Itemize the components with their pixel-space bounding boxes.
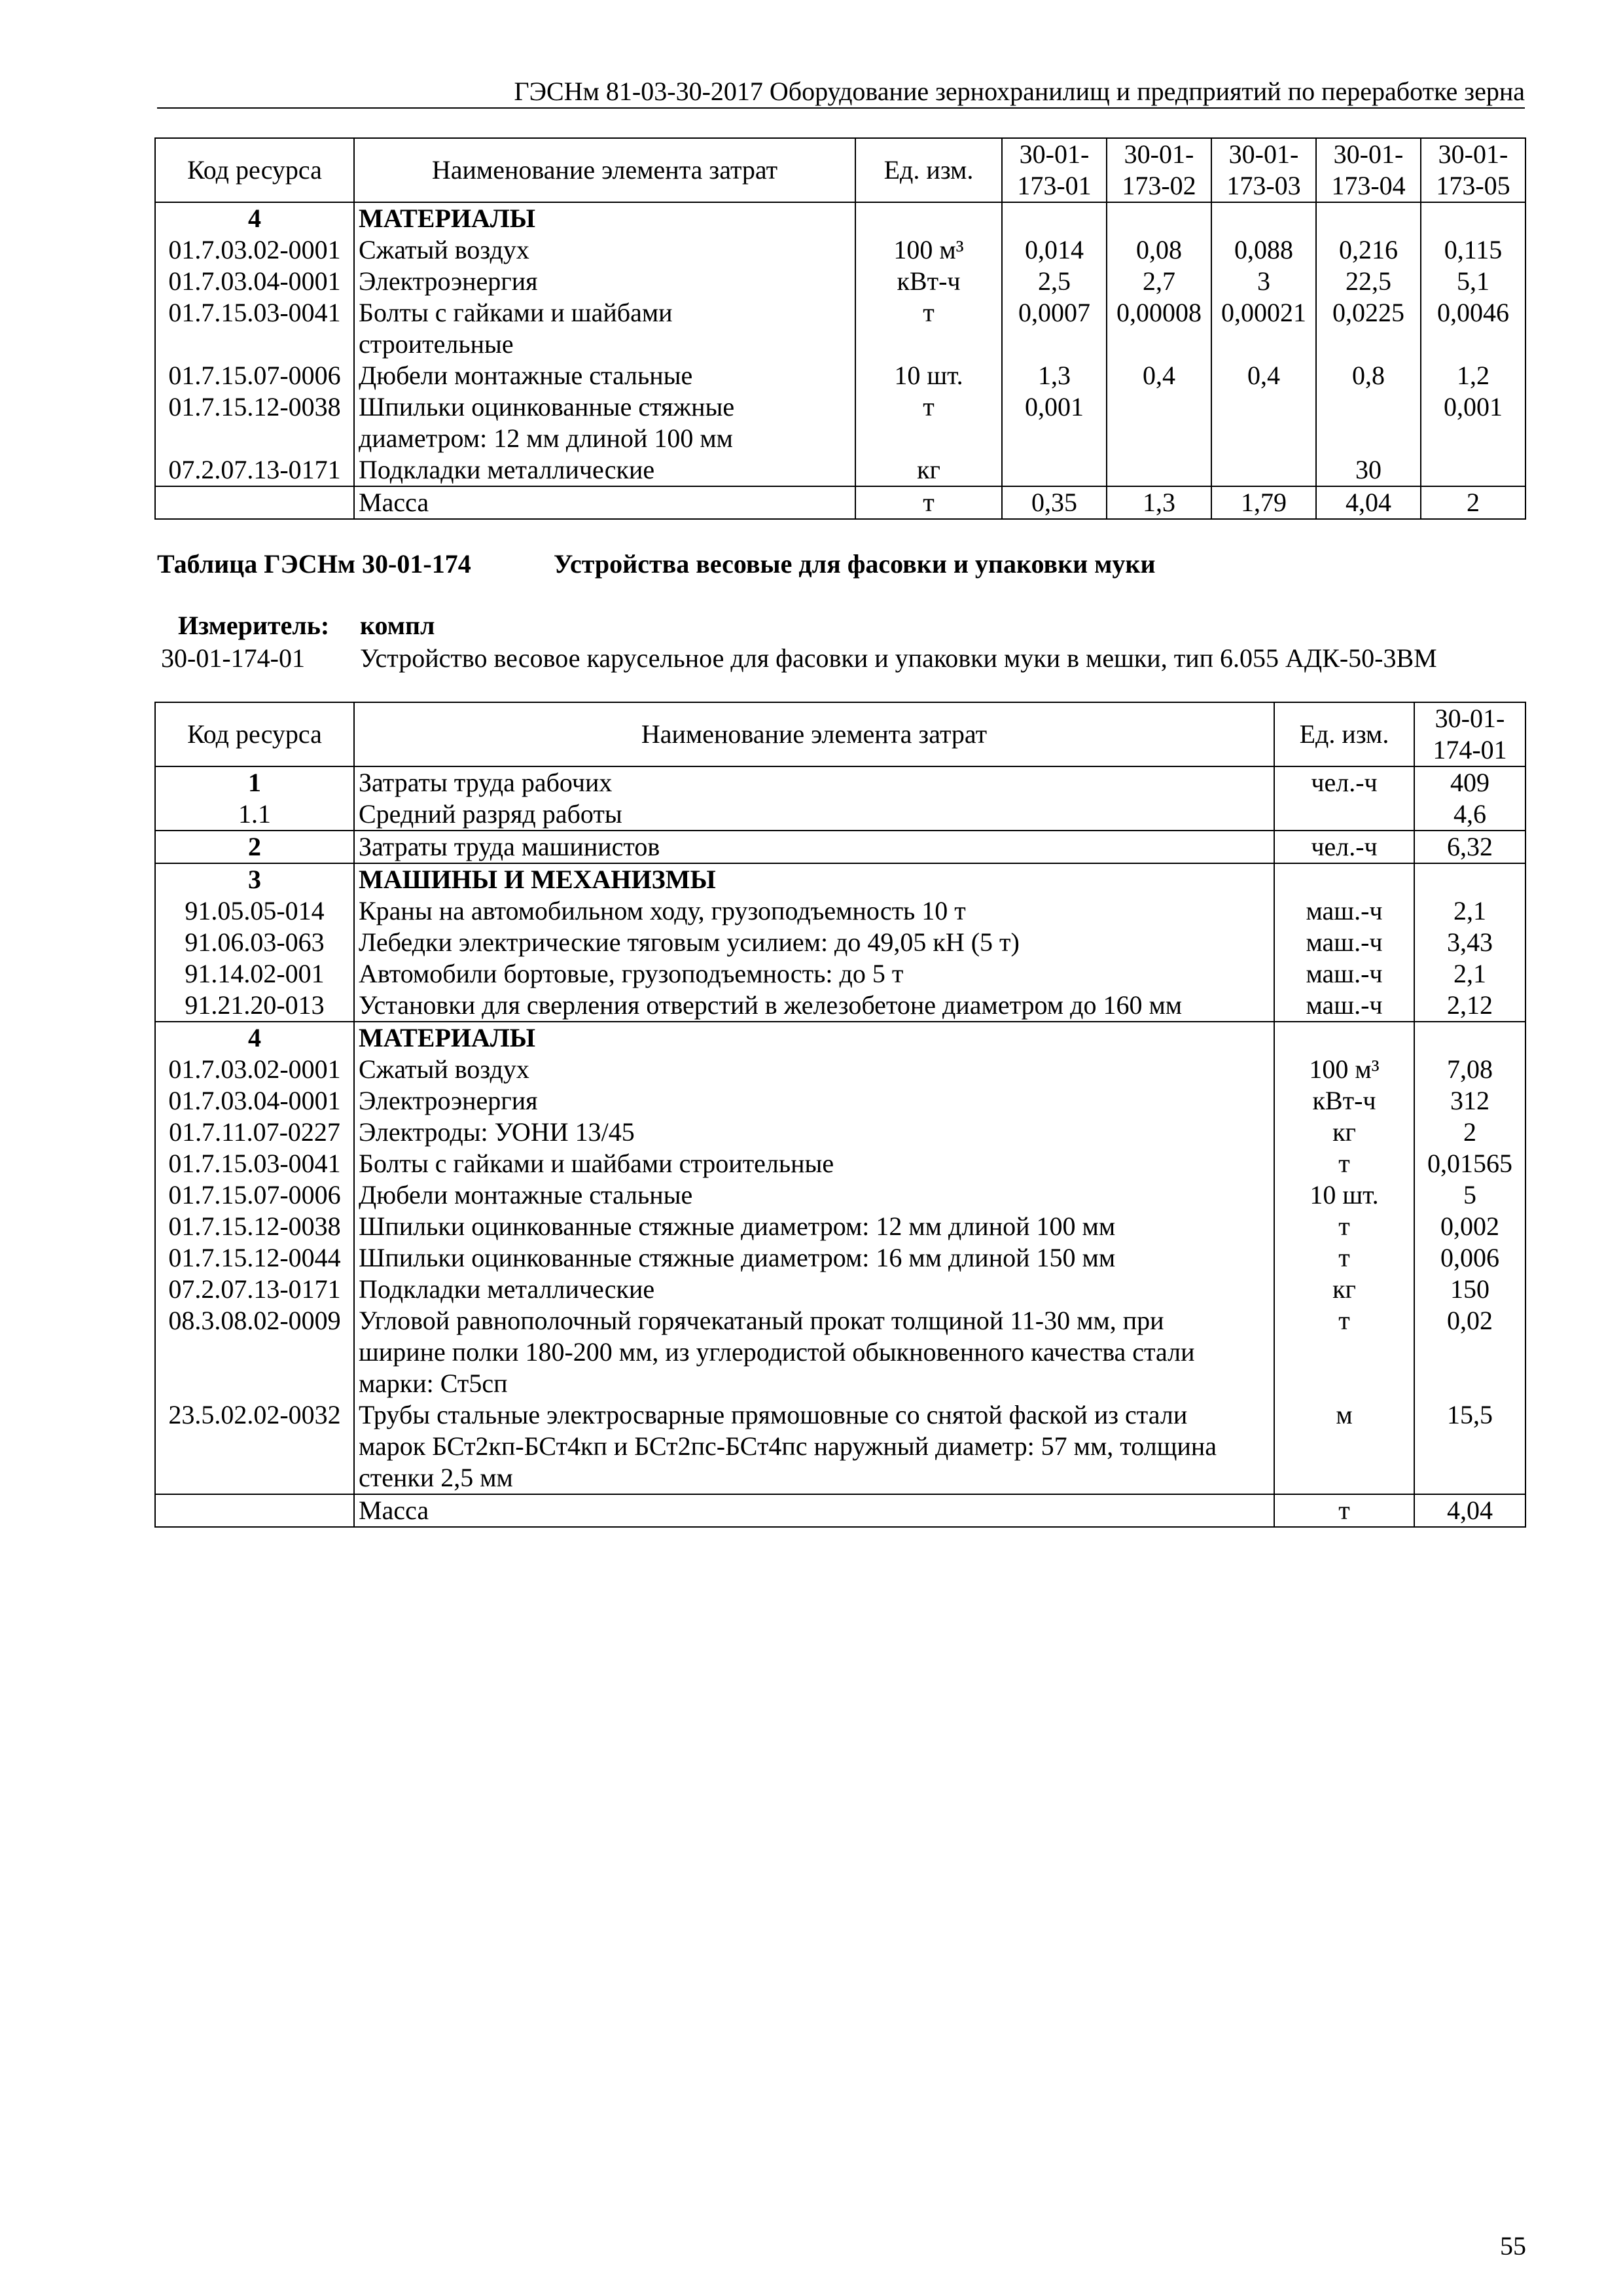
table-row: 01.7.15.03-0041 Болты с гайками и шайбами строительные т 0,0007 0,00008 0,00021 0,0225 0,0046 bbox=[155, 297, 1525, 360]
section-row-labor: 1 Затраты труда рабочих чел.-ч 409 bbox=[155, 766, 1525, 798]
table-row: 01.7.15.03-0041 Болты с гайками и шайбами строительные т 0,01565 bbox=[155, 1148, 1525, 1179]
table-row: 08.3.08.02-0009 Угловой равнополочный горячекатаный прокат толщиной 11-30 мм, при ширине полки 180-200 мм, из углеродистой обыкновенного качества стали марки: Ст5сп т 0,02 bbox=[155, 1305, 1525, 1399]
table-row: 01.7.03.02-0001 Сжатый воздух 100 м³ 7,08 bbox=[155, 1054, 1525, 1085]
section-row-machines: 3 МАШИНЫ И МЕХАНИЗМЫ bbox=[155, 863, 1525, 895]
col-header-unit: Ед. изм. bbox=[855, 138, 1002, 202]
section-row-materials: 4 МАТЕРИАЛЫ bbox=[155, 202, 1525, 234]
table-title bbox=[157, 545, 1156, 584]
table-row: 01.7.15.12-0038 Шпильки оцинкованные стяжные диаметром: 12 мм длиной 100 мм т 0,002 bbox=[155, 1211, 1525, 1242]
table-row: 91.06.03-063 Лебедки электрические тяговым усилием: до 49,05 кН (5 т) маш.-ч 3,43 bbox=[155, 927, 1525, 958]
item-description: Устройство весовое карусельное для фасовки и упаковки муки в мешки, тип 6.055 АДК-50-3ВМ bbox=[360, 643, 1437, 673]
col-header-173-01: 30-01- 173-01 bbox=[1002, 138, 1107, 202]
table-row: 91.21.20-013 Установки для сверления отверстий в железобетоне диаметром до 160 мм маш.-ч 2,12 bbox=[155, 990, 1525, 1022]
col-header-173-04: 30-01- 173-04 bbox=[1316, 138, 1421, 202]
section-row-machinists: 2 Затраты труда машинистов чел.-ч 6,32 bbox=[155, 831, 1525, 863]
table-row: 1.1 Средний разряд работы 4,6 bbox=[155, 798, 1525, 831]
table-header-row bbox=[155, 138, 1525, 202]
table-title-code: Таблица ГЭСНм 30-01-174 bbox=[157, 549, 471, 579]
table-row: 01.7.03.04-0001 Электроэнергия кВт-ч 312 bbox=[155, 1085, 1525, 1117]
table-row: 01.7.15.07-0006 Дюбели монтажные стальные 10 шт. 5 bbox=[155, 1179, 1525, 1211]
col-header-code: Код ресурса bbox=[155, 138, 354, 202]
col-header-unit: Ед. изм. bbox=[1274, 702, 1414, 766]
col-header-name: Наименование элемента затрат bbox=[354, 702, 1274, 766]
table-row: 01.7.15.07-0006 Дюбели монтажные стальные 10 шт. 1,3 0,4 0,4 0,8 1,2 bbox=[155, 360, 1525, 391]
page-number: 55 bbox=[1500, 2231, 1526, 2261]
table-row: 07.2.07.13-0171 Подкладки металлические кг 150 bbox=[155, 1274, 1525, 1305]
meter-label: Измеритель: bbox=[178, 611, 330, 640]
table-row: 01.7.11.07-0227 Электроды: УОНИ 13/45 кг 2 bbox=[155, 1117, 1525, 1148]
table-row: 07.2.07.13-0171 Подкладки металлические кг 30 bbox=[155, 454, 1525, 486]
col-header-174-01: 30-01- 174-01 bbox=[1414, 702, 1525, 766]
meter-value: компл bbox=[360, 611, 435, 640]
table-row: 01.7.03.02-0001 Сжатый воздух 100 м³ 0,014 0,08 0,088 0,216 0,115 bbox=[155, 234, 1525, 266]
header-rule bbox=[157, 107, 1525, 109]
table-row: 01.7.15.12-0044 Шпильки оцинкованные стяжные диаметром: 16 мм длиной 150 мм т 0,006 bbox=[155, 1242, 1525, 1274]
col-header-173-05: 30-01- 173-05 bbox=[1421, 138, 1525, 202]
running-header: ГЭСНм 81-03-30-2017 Оборудование зернохранилищ и предприятий по переработке зерна bbox=[514, 77, 1525, 106]
table-row: 91.05.05-014 Краны на автомобильном ходу, грузоподъемность 10 т маш.-ч 2,1 bbox=[155, 895, 1525, 927]
mass-row: Масса т 0,35 1,3 1,79 4,04 2 bbox=[155, 486, 1525, 519]
table-173-materials bbox=[154, 137, 1526, 520]
col-header-173-02: 30-01- 173-02 bbox=[1107, 138, 1211, 202]
item-code: 30-01-174-01 bbox=[161, 643, 305, 673]
table-header-row bbox=[155, 702, 1525, 766]
table-row: 01.7.03.04-0001 Электроэнергия кВт-ч 2,5 2,7 3 22,5 5,1 bbox=[155, 266, 1525, 297]
table-row: 91.14.02-001 Автомобили бортовые, грузоподъемность: до 5 т маш.-ч 2,1 bbox=[155, 958, 1525, 990]
col-header-code: Код ресурса bbox=[155, 702, 354, 766]
table-174-resources bbox=[154, 702, 1526, 1528]
table-row: 23.5.02.02-0032 Трубы стальные электросварные прямошовные со снятой фаской из стали марок БСт2кп-БСт4кп и БСт2пс-БСт4пс наружный диаметр: 57 мм, толщина стенки 2,5 мм м 15,5 bbox=[155, 1399, 1525, 1494]
table-row: 01.7.15.12-0038 Шпильки оцинкованные стяжные диаметром: 12 мм длиной 100 мм т 0,001 0,001 bbox=[155, 391, 1525, 454]
mass-row: Масса т 4,04 bbox=[155, 1494, 1525, 1527]
col-header-name: Наименование элемента затрат bbox=[354, 138, 855, 202]
col-header-173-03: 30-01- 173-03 bbox=[1211, 138, 1316, 202]
table-title-name: Устройства весовые для фасовки и упаковки муки bbox=[554, 549, 1156, 579]
section-row-materials: 4 МАТЕРИАЛЫ bbox=[155, 1022, 1525, 1054]
